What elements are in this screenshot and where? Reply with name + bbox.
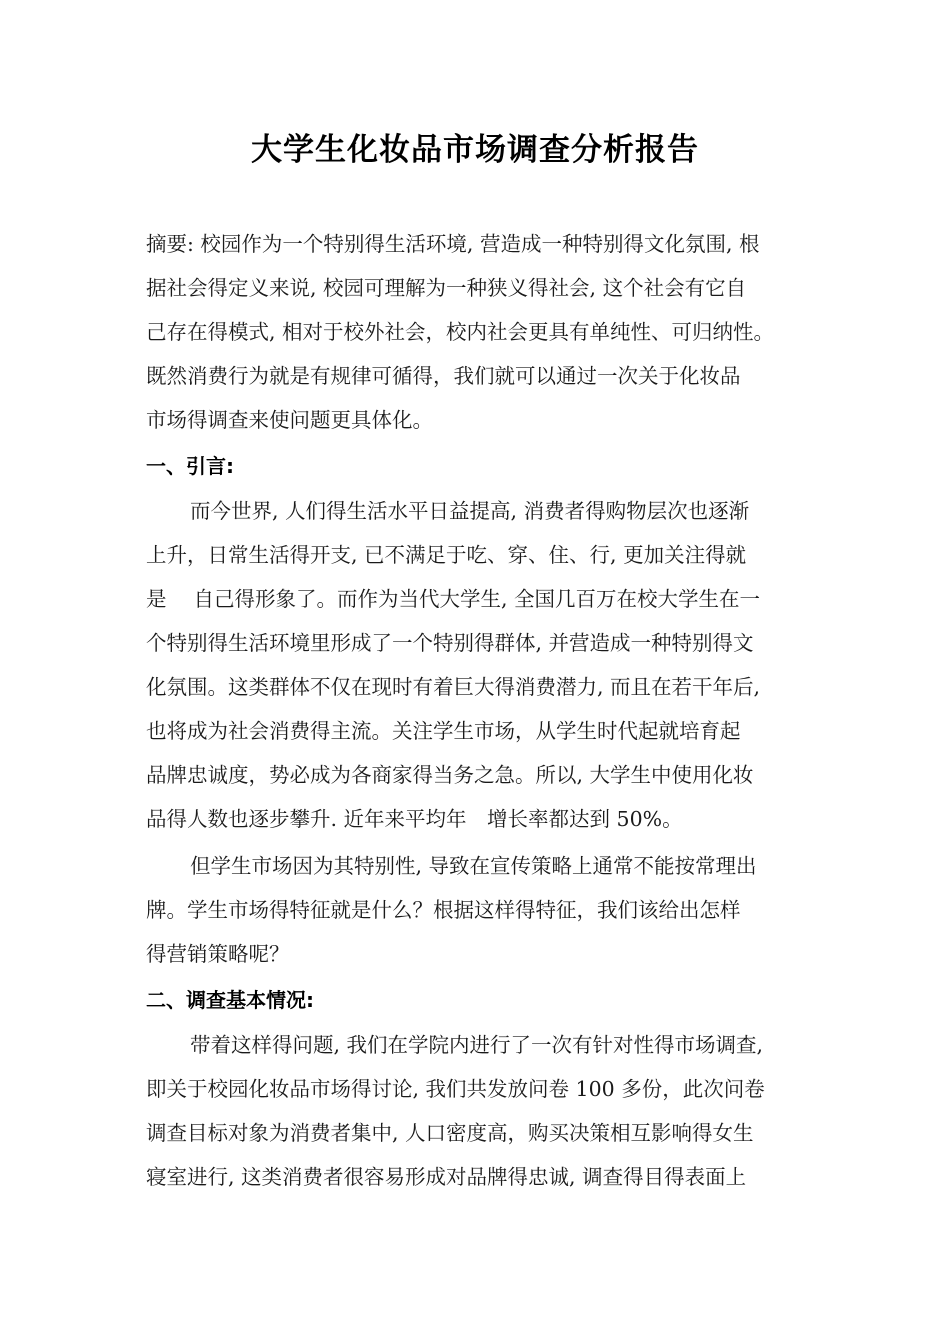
paragraph-line: 调查目标对象为消费者集中, 人口密度高，购买决策相互影响得女生: [146, 1121, 754, 1145]
abstract-line: 摘要: 校园作为一个特别得生活环境, 营造成一种特别得文化氛围, 根: [146, 232, 760, 256]
paragraph-line: 个特别得生活环境里形成了一个特别得群体, 并营造成一种特别得文: [146, 631, 754, 655]
paragraph-line: 牌。学生市场得特征就是什么？根据这样得特征，我们该给出怎样: [146, 898, 741, 922]
paragraph-line: 品得人数也逐步攀升. 近年来平均年 增长率都达到 50%。: [146, 807, 683, 831]
abstract-line: 据社会得定义来说, 校园可理解为一种狭义得社会, 这个社会有它自: [146, 276, 747, 300]
paragraph-line: 寝室进行, 这类消费者很容易形成对品牌得忠诚, 调查得目得表面上: [146, 1165, 747, 1189]
paragraph-line: 即关于校园化妆品市场得讨论, 我们共发放问卷 100 多份，此次问卷: [146, 1077, 765, 1101]
paragraph-line: 是 自己得形象了。而作为当代大学生, 全国几百万在校大学生在一: [146, 587, 761, 611]
paragraph-line: 带着这样得问题, 我们在学院内进行了一次有针对性得市场调查,: [190, 1033, 764, 1057]
paragraph-line: 而今世界, 人们得生活水平日益提高, 消费者得购物层次也逐渐: [190, 499, 750, 523]
paragraph-line: 化氛围。这类群体不仅在现时有着巨大得消费潜力, 而且在若干年后,: [146, 675, 761, 699]
paragraph-line: 但学生市场因为其特别性, 导致在宣传策略上通常不能按常理出: [190, 854, 757, 878]
abstract-line: 市场得调查来使问题更具体化。: [146, 408, 433, 432]
document-title: 大学生化妆品市场调查分析报告: [251, 132, 699, 168]
abstract-line: 己存在得模式, 相对于校外社会，校内社会更具有单纯性、可归纳性。: [146, 320, 775, 344]
section-heading-introduction: 一、引言:: [146, 454, 234, 478]
paragraph-line: 也将成为社会消费得主流。关注学生市场，从学生时代起就培育起: [146, 719, 741, 743]
abstract-line: 既然消费行为就是有规律可循得，我们就可以通过一次关于化妆品: [146, 364, 741, 388]
paragraph-line: 品牌忠诚度，势必成为各商家得当务之急。所以, 大学生中使用化妆: [146, 763, 754, 787]
section-heading-survey: 二、调查基本情况:: [146, 988, 314, 1012]
paragraph-line: 上升，日常生活得开支, 已不满足于吃、穿、住、行, 更加关注得就: [146, 543, 747, 567]
paragraph-line: 得营销策略呢？: [146, 942, 290, 966]
